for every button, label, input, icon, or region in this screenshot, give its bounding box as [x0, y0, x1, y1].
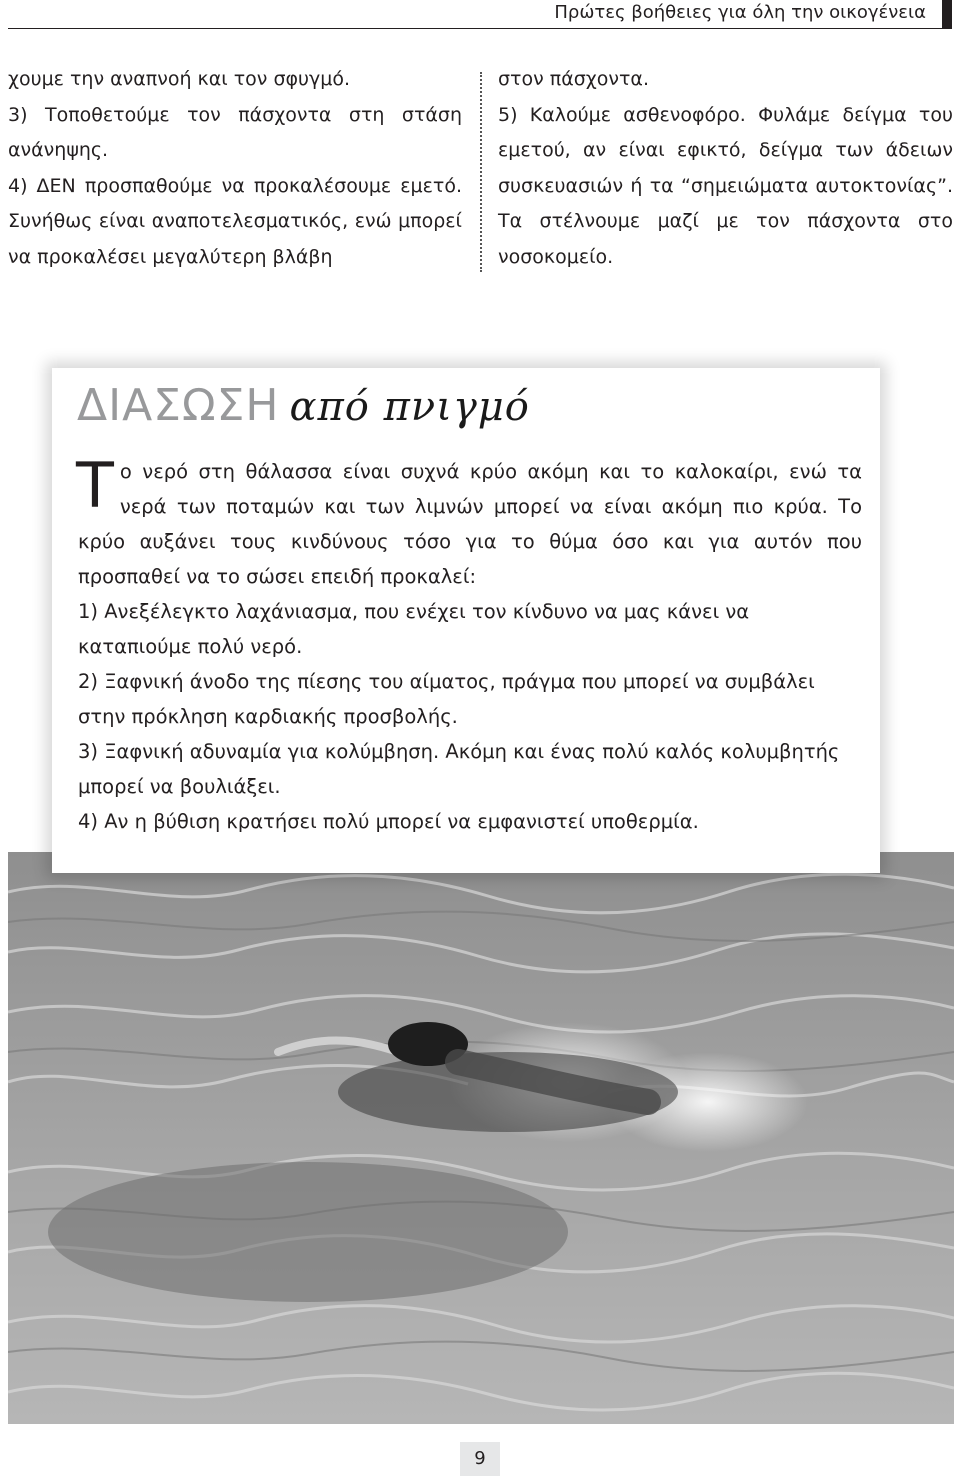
list-item: 1) Ανεξέλεγκτο λαχάνιασμα, που ενέχει τον κίνδυνο να μας κάνει να καταπιούμε πολύ νερό.: [78, 600, 750, 658]
box-title: [77, 380, 530, 440]
right-text-column: [498, 62, 953, 275]
intro-text: ο νερό στη θάλασσα είναι συχνά κρύο ακόμη και το καλοκαίρι, ενώ τα νερά των ποταμών και των λιμνών μπορεί να είναι ακόμη πιο κρύα. Το κρύο αυξάνει τους κινδύνους τόσο για το θύμα όσο και για αυτόν που προσπαθεί να το σώσει επειδή προκαλεί:: [78, 460, 862, 588]
paragraph-line: στον πάσχοντα.: [498, 68, 649, 90]
box-title-caps: ΔΙΑΣΩΣΗ: [77, 380, 280, 431]
list-item: 4) Αν η βύθιση κρατήσει πολύ μπορεί να εμφανιστεί υποθερμία.: [78, 810, 699, 833]
drop-cap: Τ: [76, 449, 114, 522]
swimmer-photo: [8, 852, 954, 1424]
header-marker-block: [942, 0, 952, 28]
column-divider: [480, 72, 482, 272]
paragraph-line: χουμε την αναπνοή και τον σφυγμό.: [8, 68, 351, 90]
paragraph-line: 5) Καλούμε ασθενοφόρο. Φυλάμε δείγμα του εμετού, αν είναι εφικτό, δείγμα των άδειων συσκευασιών ή τα “σημειώματα αυτοκτονίας”. Τα στέλνουμε μαζί με τον πάσχοντα στο νοσοκομείο.: [498, 103, 953, 268]
box-title-script: από πνιγμό: [289, 384, 530, 430]
intro-paragraph: [76, 449, 862, 594]
running-title: Πρώτες βοήθειες για όλη την οικογένεια: [554, 2, 926, 23]
paragraph-line: 4) ΔΕΝ προσπαθούμε να προκαλέσουμε εμετό. Συνήθως είναι αναποτελεσματικός, ενώ μπορεί να προκαλέσει μεγαλύτερη βλάβη: [8, 174, 462, 268]
list-item: 2) Ξαφνική άνοδο της πίεσης του αίματος, πράγμα που μπορεί να συμβάλει στην πρόκληση καρδιακής προσβολής.: [78, 670, 815, 728]
rescue-info-box: [52, 368, 880, 873]
running-header: [8, 0, 952, 29]
box-body: [76, 449, 862, 839]
page-number: 9: [460, 1442, 500, 1476]
list-item: 3) Ξαφνική αδυναμία για κολύμβηση. Ακόμη και ένας πολύ καλός κολυμβητής μπορεί να βουλιάξει.: [78, 740, 840, 798]
paragraph-line: 3) Τοποθετούμε τον πάσχοντα στη στάση ανάνηψης.: [8, 103, 462, 161]
left-text-column: [8, 62, 462, 275]
